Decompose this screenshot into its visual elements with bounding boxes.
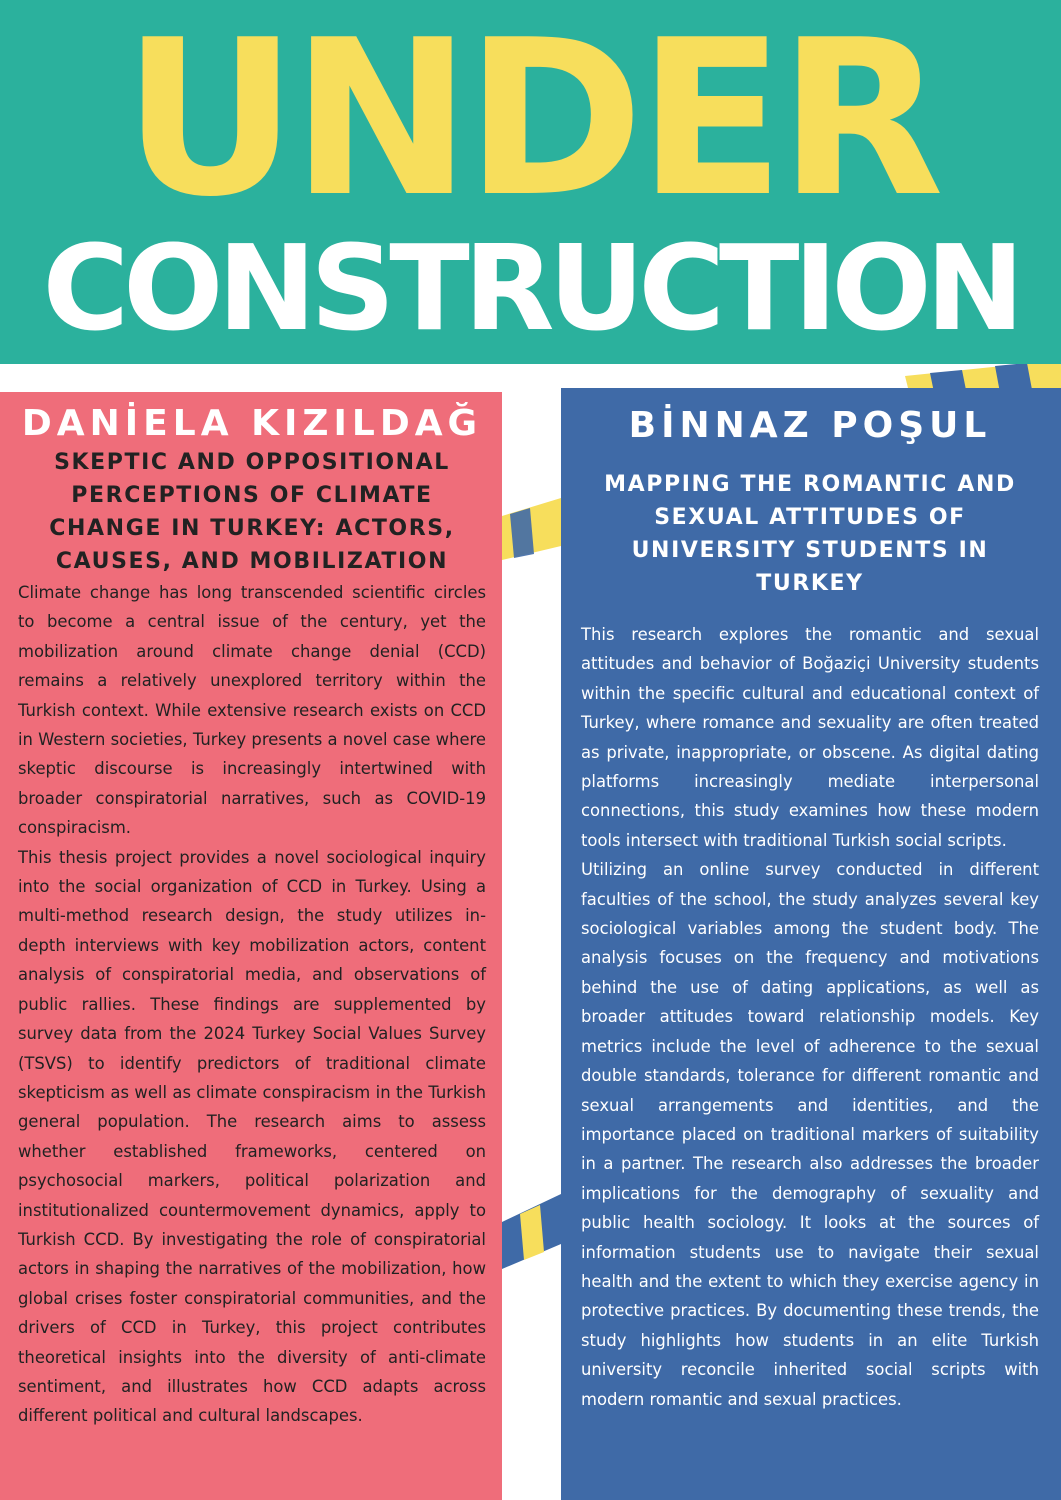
tape-middle xyxy=(502,498,561,560)
left-paragraph-1: Climate change has long transcended scientific circles to become a central issue of the century, yet the mobilization around climate change denial (CCD) remains a relatively unexplored territory within the Turkish context. While extensive research exists on CCD in Western societies, Turkey presents a novel case where skeptic discourse is increasingly intertwined with broader conspiratorial narratives, such as COVID-19 conspiracism. xyxy=(18,583,486,838)
right-paragraph-1: This research explores the romantic and sexual attitudes and behavior of Boğaziçi University students within the specific cultural and educational context of Turkey, where romance and sexuality are often treated as private, inappropriate, or obscene. As digital dating platforms increasingly mediate interpersonal connections, this study examines how these modern tools intersect with traditional Turkish social scripts. xyxy=(581,625,1039,850)
header-banner xyxy=(0,0,1061,364)
tape-lower xyxy=(502,1194,561,1269)
left-thesis-title: SKEPTIC AND OPPOSITIONAL PERCEPTIONS OF CLIMATE CHANGE IN TURKEY: ACTORS, CAUSES, AND MOBILIZATION xyxy=(49,450,455,574)
right-author-name: BİNNAZ POŞUL xyxy=(628,405,992,446)
left-paragraph-2: This thesis project provides a novel sociological inquiry into the social organization of CCD in Turkey. Using a multi-method research design, the study utilizes in-depth interviews with key mobilization actors, content analysis of conspiratorial media, and observations of public rallies. These findings are supplemented by survey data from the 2024 Turkey Social Values Survey (TSVS) to identify predictors of traditional climate skepticism as well as climate conspiracism in the Turkish general population. The research aims to assess whether established frameworks, centered on psychosocial markers, political polarization and institutionalized countermovement dynamics, apply to Turkish CCD. By investigating the role of conspiratorial actors in shaping the narratives of the mobilization, how global crises foster conspiratorial communities, and the drivers of CCD in Turkey, this project contributes theoretical insights into the diversity of anti-climate sentiment, and illustrates how CCD adapts across different political and cultural landscapes. xyxy=(18,847,486,1426)
title-under: UNDER xyxy=(122,0,939,244)
left-author-name: DANİELA KIZILDAĞ xyxy=(21,403,483,444)
right-thesis-title: MAPPING THE ROMANTIC AND SEXUAL ATTITUDES OF UNIVERSITY STUDENTS IN TURKEY xyxy=(604,472,1016,596)
right-abstract xyxy=(581,620,1039,1414)
title-construction: CONSTRUCTION xyxy=(42,219,1019,357)
left-panel xyxy=(0,392,502,1500)
right-paragraph-2: Utilizing an online survey conducted in different faculties of the school, the study analyzes several key sociological variables among the student body. The analysis focuses on the frequency and motivations behind the use of dating applications, as well as broader attitudes toward relationship models. Key metrics include the level of adherence to the sexual double standards, tolerance for different romantic and sexual arrangements and identities, and the importance placed on traditional markers of suitability in a partner. The research also addresses the broader implications for the demography of sexuality and public health sociology. It looks at the sources of information students use to navigate their sexual health and the extent to which they exercise agency in protective practices. By documenting these trends, the study highlights how students in an elite Turkish university reconcile inherited social scripts with modern romantic and sexual practices. xyxy=(581,860,1039,1409)
right-panel xyxy=(561,388,1061,1500)
left-abstract xyxy=(18,578,486,1431)
